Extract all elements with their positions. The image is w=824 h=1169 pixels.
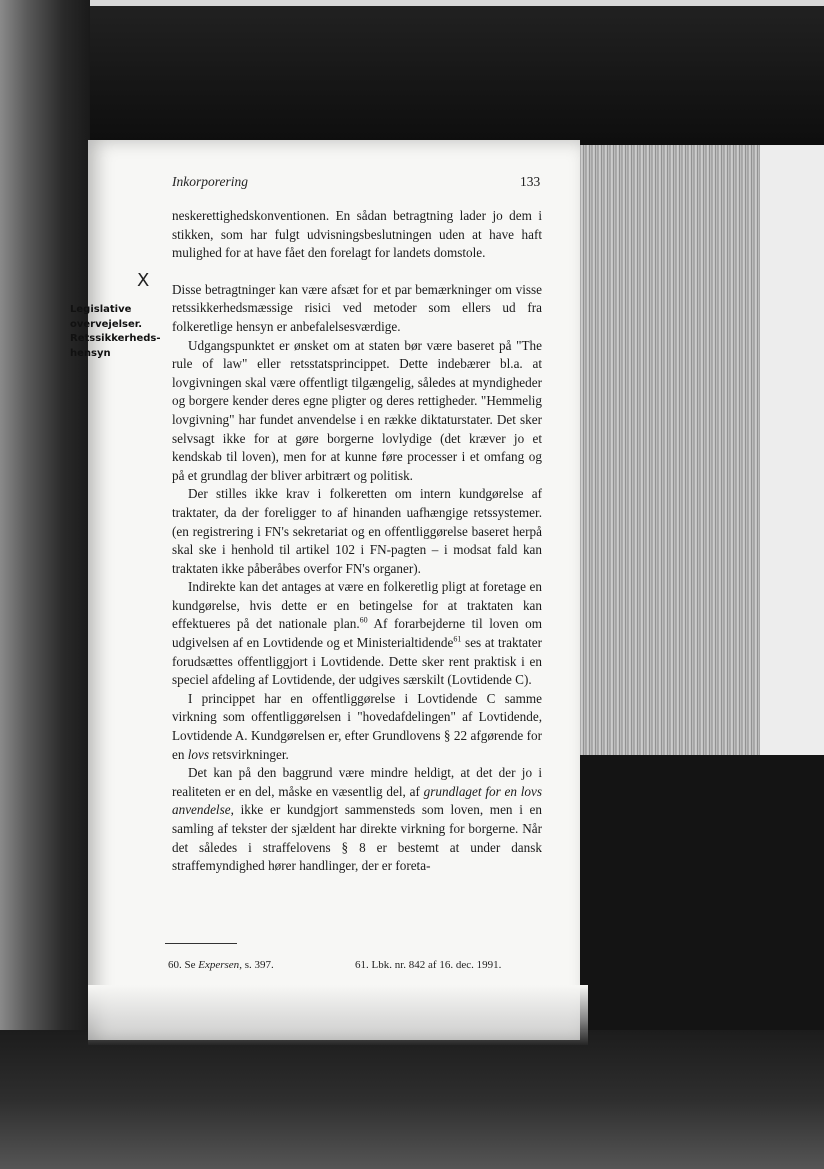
scan-top-strip [60,0,824,6]
paragraph-1 [172,281,542,337]
footnote-rule [165,943,237,944]
paragraph-3 [172,485,542,578]
footnote-60-suffix: , s. 397. [239,959,274,971]
paragraph-2 [172,337,542,486]
margin-notes [70,303,160,361]
margin-note: hensyn [70,347,111,359]
footnote-60-prefix: 60. Se [168,959,199,971]
footnote-60-author: Expersen [198,959,240,971]
text-segment: Der stilles ikke krav i folkeretten om intern kundgørelse af traktater, da der foreligger to af hinanden uafhængige retssystemer. (en registrering i FN's sekretariat og en offentliggørelse baseret herpå skal ske i henhold til artikel 102 i FN-pagten – i modsat fald kan traktaten ikke påberåbes overfor FN's organer). [172,486,542,576]
page-number: 133 [520,174,541,189]
margin-note: overvejelser. [70,318,143,330]
margin-handwritten-mark: X [137,270,150,291]
text-segment: , ikke er kundgjort sammensteds som loven, men i en samling af tekster der sjældent har direkte virkning for borgerne. Når det således i straffelovens § 8 er bestemt at under dansk straffemyndighed hører handlinger, der er foreta- [172,802,542,874]
scan-bottom-shadow [0,1030,824,1169]
text-segment: neskerettighedskonventionen. En sådan betragtning lader jo dem i stikken, som har fulgt udvisningsbeslutningen uden at have haft mulighed for at have fået den forelagt for landets domstole. [172,208,542,261]
footnote-61: 61. Lbk. nr. 842 af 16. dec. 1991. [355,959,502,971]
paragraph-5 [172,690,542,764]
text-segment: Det kan på den baggrund være mindre heldigt, at det der jo i realiteten er en del, måske en væsentlig del, af [172,765,542,799]
text-segment: I princippet har en offentliggørelse i Lovtidende C samme virkning som offentliggørelsen i "hovedafdelingen" af Lovtidende, Lovtidende A. Kundgørelsen er, efter Grundlovens § 22 afgørende for en [172,690,542,762]
text-segment: Af forarbejderne til loven om udgivelsen af en Lovtidende og et Ministerialtidende [172,616,542,651]
paragraph-0 [172,207,542,263]
body-text [172,207,542,876]
footnote-ref: 61 [453,634,462,644]
text-segment: retsvirkninger. [209,746,289,762]
page-bottom-shadow [88,985,588,1045]
text-segment: lovs [187,746,209,762]
paragraph-4 [172,578,542,690]
scan-right-margin [760,145,824,755]
footnote-60 [168,959,274,971]
paragraph-6 [172,764,542,876]
text-segment: Udgangspunktet er ønsket om at staten bør være baseret på "The rule of law" eller retsstatsprincippet. Dette indebærer bl.a. at lovgivningen skal være offentligt tilgængelig, således at myndigheder og borgere kender deres egne pligter og deres rettigheder. "Hemmelig lovgivning" har fundet anvendelse i en række diktaturstater. Det sker selvsagt ikke for at gøre borgerne lovlydige (det kræver jo et kendskab til loven), men for at kunne føre processer i et omfang og på et grundlag der bliver arbitrært og politisk. [172,337,542,483]
text-segment: grundlaget for en lovs anvendelse [172,783,542,818]
text-segment: Disse betragtninger kan være afsæt for et par bemærkninger om visse retssikkerhedsmæssige risici ved metoder som ellers ud fra folkeretlige hensyn er anbefalelsesværdige. [172,281,542,334]
text-segment: Indirekte kan det antages at være en folkeretlig pligt at foretage en kundgørelse, hvis dette er en betingelse for at traktaten kan effektueres på det nationale plan. [172,579,542,632]
text-segment: ses at traktater forudsættes offentliggjort i Lovtidende. Dette sker rent praktisk i en speciel afdeling af Lovtidende, der udgives særskilt (Lovtidende C). [172,635,542,688]
running-head: Inkorporering [172,174,248,189]
margin-note: Retssikkerheds- [70,333,161,344]
footnote-ref: 60 [359,616,368,626]
scan-left-binding [0,0,90,1169]
scan-top-shadow [0,0,824,150]
margin-note: Legislative [70,304,132,315]
